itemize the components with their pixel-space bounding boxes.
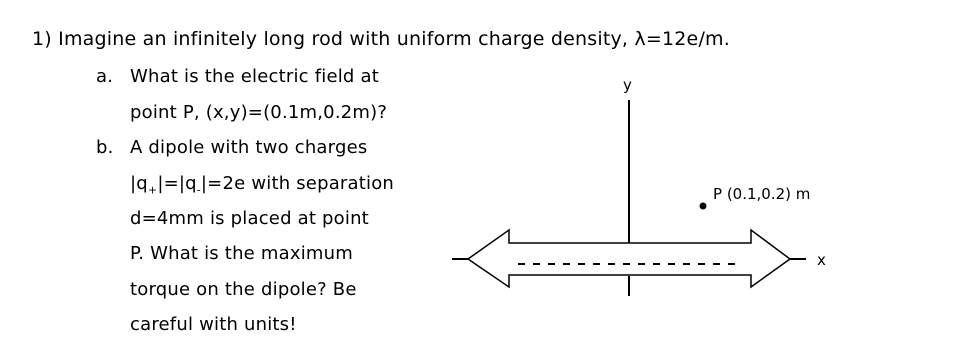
part-a-marker: a. — [96, 66, 114, 87]
charge-q2-sign: - — [196, 183, 201, 197]
part-b-line-1: A dipole with two charges — [130, 137, 368, 158]
x-axis-label: x — [817, 251, 826, 269]
part-b-line-6: careful with units! — [130, 314, 297, 335]
point-p-marker — [700, 203, 707, 210]
point-p-label: P (0.1,0.2) m — [713, 185, 811, 203]
charge-mid: |=|q — [157, 173, 197, 194]
part-a-line-2: point P, (x,y)=(0.1m,0.2m)? — [130, 102, 388, 123]
charge-post: |=2e with separation — [200, 173, 395, 194]
y-axis-label: y — [623, 76, 632, 94]
part-b-marker: b. — [96, 137, 114, 158]
part-b-line-5: torque on the dipole? Be — [130, 279, 357, 300]
charge-q1-sign: + — [147, 183, 158, 197]
part-b-line-3: d=4mm is placed at point — [130, 208, 369, 229]
question-text: Imagine an infinitely long rod with uniform charge density, λ=12e/m. — [58, 28, 730, 50]
part-b-line-4: P. What is the maximum — [130, 243, 353, 264]
question-number: 1) — [32, 28, 52, 50]
part-a-line-1: What is the electric field at — [130, 66, 379, 87]
charge-q1: |q — [130, 173, 148, 194]
